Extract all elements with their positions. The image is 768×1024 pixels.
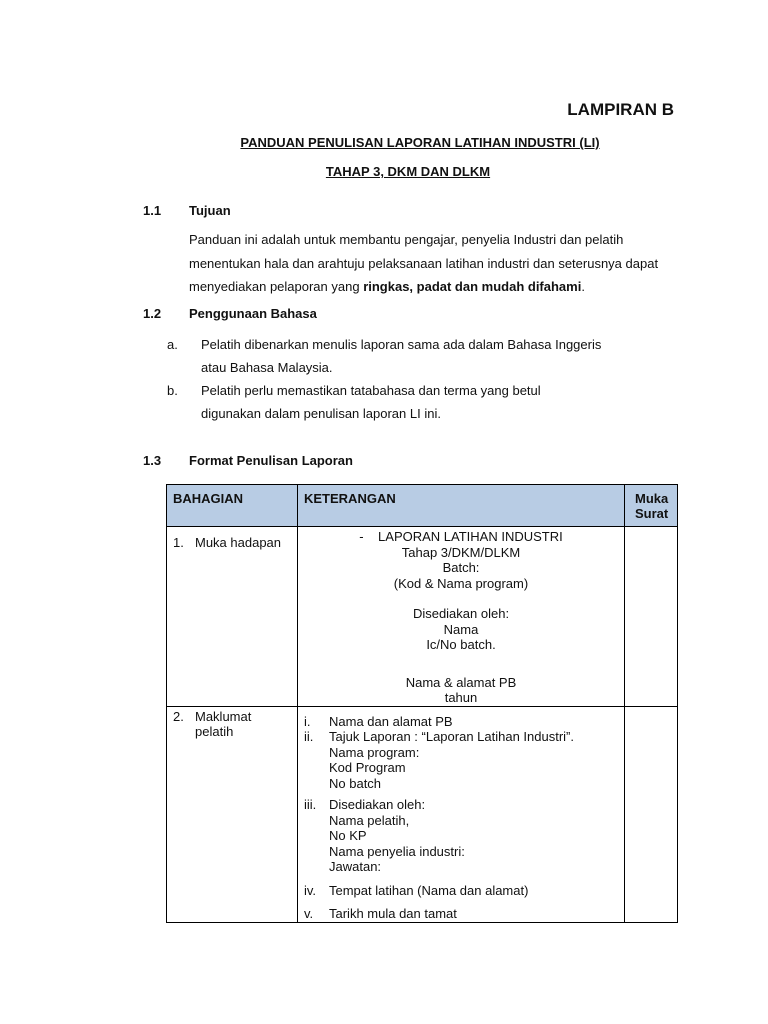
roman-marker: ii. <box>304 729 314 744</box>
cover-line: Batch: <box>442 560 480 575</box>
roman-marker: v. <box>304 906 314 921</box>
list-marker-a: a. <box>167 337 178 352</box>
format-table <box>166 484 678 923</box>
section-heading-bahasa: Penggunaan Bahasa <box>189 306 317 321</box>
list-item <box>304 906 624 922</box>
item-line: Jawatan: <box>329 859 382 874</box>
column-header-bahagian: BAHAGIAN <box>167 485 298 527</box>
cover-line: Disediakan oleh: <box>412 606 510 621</box>
document-subtitle: TAHAP 3, DKM DAN DLKM <box>325 164 491 179</box>
list-item-b <box>201 379 661 425</box>
list-item-line: Pelatih perlu memastikan tatabahasa dan terma yang betul <box>201 383 541 398</box>
list-item <box>304 797 624 875</box>
section-heading-format: Format Penulisan Laporan <box>189 453 353 468</box>
table-row <box>167 527 678 707</box>
cover-line: Nama & alamat PB <box>405 674 517 690</box>
table-cell-bahagian <box>167 706 298 922</box>
list-item-a <box>201 333 661 379</box>
table-header-row <box>167 485 678 527</box>
table-row <box>167 706 678 922</box>
item-line: Tarikh mula dan tamat <box>329 906 457 921</box>
item-line: No batch <box>329 775 382 791</box>
item-line: Nama pelatih, <box>329 812 410 828</box>
table-cell-muka-surat <box>625 527 678 707</box>
section-heading-tujuan: Tujuan <box>189 203 231 218</box>
section-paragraph-tujuan <box>189 228 679 299</box>
item-line: Tempat latihan (Nama dan alamat) <box>329 882 529 898</box>
list-item-line: Pelatih dibenarkan menulis laporan sama ada dalam Bahasa Inggeris <box>201 337 602 352</box>
document-title: PANDUAN PENULISAN LAPORAN LATIHAN INDUSTRI (LI) <box>240 135 600 150</box>
list-item-line: atau Bahasa Malaysia. <box>201 360 333 375</box>
cover-line: Tahap 3/DKM/DLKM <box>401 544 521 560</box>
item-line: Kod Program <box>329 760 406 775</box>
roman-marker: iv. <box>304 882 317 898</box>
item-line: Nama penyelia industri: <box>329 843 465 859</box>
row-number: 1. <box>173 535 184 550</box>
item-line: No KP <box>329 828 367 843</box>
cover-line: tahun <box>444 690 478 705</box>
row-label: Maklumat <box>195 708 252 724</box>
table-cell-keterangan <box>298 527 625 707</box>
roman-marker: iii. <box>304 797 317 812</box>
paragraph-text: Panduan ini adalah untuk membantu pengajar, penyelia Industri dan pelatih menentukan hala dan arahtuju pelaksanaan latihan industri dan seterusnya dapat menyediakan pelaporan yang <box>189 232 659 294</box>
row-number: 2. <box>173 708 184 724</box>
list-marker-b: b. <box>167 383 178 398</box>
cover-line: Ic/No batch. <box>426 637 496 652</box>
paragraph-bold-text: ringkas, padat dan mudah difahami <box>363 279 582 294</box>
column-header-muka-surat: Muka Surat <box>625 485 678 527</box>
list-item <box>304 883 624 899</box>
cover-line: (Kod & Nama program) <box>393 575 529 591</box>
row-label: pelatih <box>195 723 234 739</box>
table-cell-muka-surat <box>625 706 678 922</box>
item-line: Nama dan alamat PB <box>329 713 453 729</box>
item-line: Disediakan oleh: <box>329 797 426 812</box>
item-line: Nama program: <box>329 744 420 760</box>
item-line: Tajuk Laporan : “Laporan Latihan Industri”. <box>329 729 574 744</box>
section-number-1-3: 1.3 <box>143 453 162 468</box>
list-item <box>304 714 624 730</box>
section-number-1-1: 1.1 <box>143 203 162 218</box>
cover-line: - LAPORAN LATIHAN INDUSTRI <box>359 529 563 544</box>
table-cell-bahagian <box>167 527 298 707</box>
table-cell-keterangan <box>298 706 625 922</box>
section-number-1-2: 1.2 <box>143 306 162 321</box>
cover-line: Nama <box>443 621 479 637</box>
list-item-line: digunakan dalam penulisan laporan LI ini. <box>201 406 441 421</box>
column-header-keterangan: KETERANGAN <box>298 485 625 527</box>
list-item <box>304 729 624 791</box>
paragraph-end: . <box>581 279 585 294</box>
row-label: Muka hadapan <box>195 535 282 550</box>
roman-marker: i. <box>304 713 311 729</box>
appendix-label: LAMPIRAN B <box>567 100 674 119</box>
